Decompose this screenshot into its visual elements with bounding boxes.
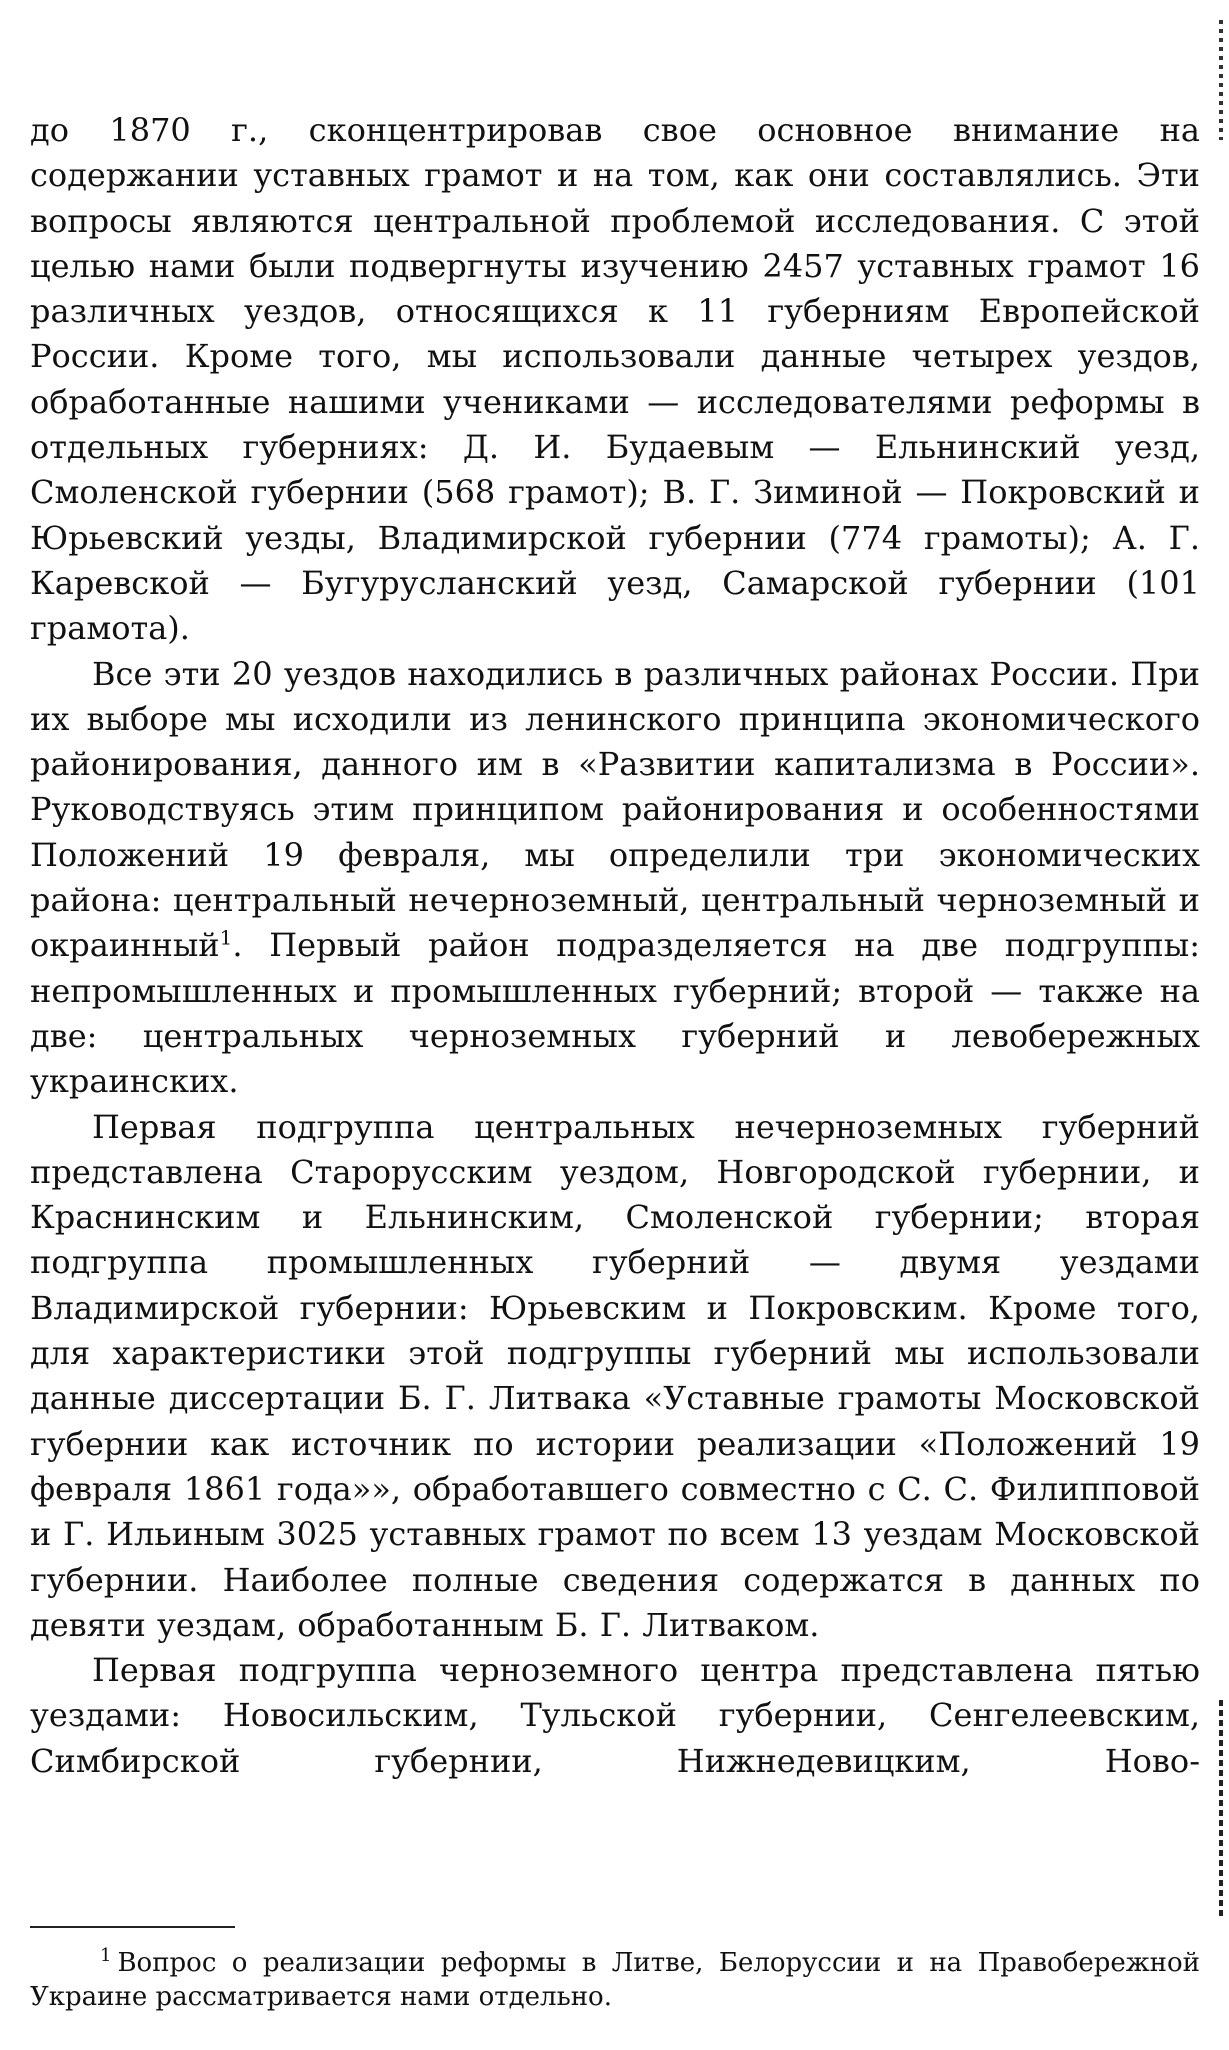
paragraph-4	[30, 1648, 1200, 1784]
paragraph-2-text-before: Все эти 20 уездов находились в различных районах России. При их выборе мы исходили из ленинского принципа экономического районирования, данного им в «Развитии капитализма в России». Руководствуясь этим принципом районирования и особенностями Положений 19 февраля, мы определили три экономических района: центральный нечерноземный, центральный черноземный и окраинный	[30, 654, 1200, 965]
page-body	[30, 108, 1200, 1784]
footnote-text: Вопрос о реализации реформы в Литве, Белоруссии и на Правобережной Украине рассматривается нами отдельно.	[30, 1948, 1200, 2012]
footnote-mark: 1	[100, 1945, 112, 1967]
paragraph-4-text: Первая подгруппа черноземного центра представлена пятью уездами: Новосильским, Тульской губернии, Сенгелеевским, Симбирской губернии, Нижнедевицким, Ново-	[30, 1651, 1200, 1780]
footnote-divider	[30, 1926, 235, 1928]
paragraph-3-text: Первая подгруппа центральных нечерноземных губерний представлена Старорусским уездом, Новгородской губернии, и Краснинским и Ельнинским, Смоленской губернии; вторая подгруппа промышленных губерний — двумя уездами Владимирской губернии: Юрьевским и Покровским. Кроме того, для характеристики этой подгруппы губерний мы использовали данные диссертации Б. Г. Литвака «Уставные грамоты Московской губернии как источник по истории реализации «Положений 19 февраля 1861 года»», обработавшего совместно с С. С. Филипповой и Г. Ильиным 3025 уставных грамот по всем 13 уездам Московской губернии. Наиболее полные сведения содержатся в данных по девяти уездам, обработанным Б. Г. Литваком.	[30, 1107, 1200, 1644]
scan-edge-marks-top	[1219, 20, 1223, 140]
paragraph-2-text-after: . Первый район подразделяется на две подгруппы: непромышленных и промышленных губерний; второй — также на две: центральных черноземных губерний и левобережных украинских.	[30, 926, 1200, 1101]
paragraph-2	[30, 652, 1200, 1105]
paragraph-3	[30, 1105, 1200, 1649]
scan-edge-marks-bottom	[1219, 1700, 1223, 1920]
paragraph-1	[30, 108, 1200, 652]
footnote-reference[interactable]: 1	[219, 925, 233, 950]
footnote	[30, 1946, 1200, 2014]
paragraph-1-text: до 1870 г., сконцентрировав свое основное внимание на содержании уставных грамот и на том, как они составлялись. Эти вопросы являются центральной проблемой исследования. С этой целью нами были подвергнуты изучению 2457 уставных грамот 16 различных уездов, относящихся к 11 губерниям Европейской России. Кроме того, мы использовали данные четырех уездов, обработанные нашими учениками — исследователями реформы в отдельных губерниях: Д. И. Будаевым — Ельнинский уезд, Смоленской губернии (568 грамот); В. Г. Зиминой — Покровский и Юрьевский уезды, Владимирской губернии (774 грамоты); А. Г. Каревской — Бугурусланский уезд, Самарской губернии (101 грамота).	[30, 111, 1200, 648]
